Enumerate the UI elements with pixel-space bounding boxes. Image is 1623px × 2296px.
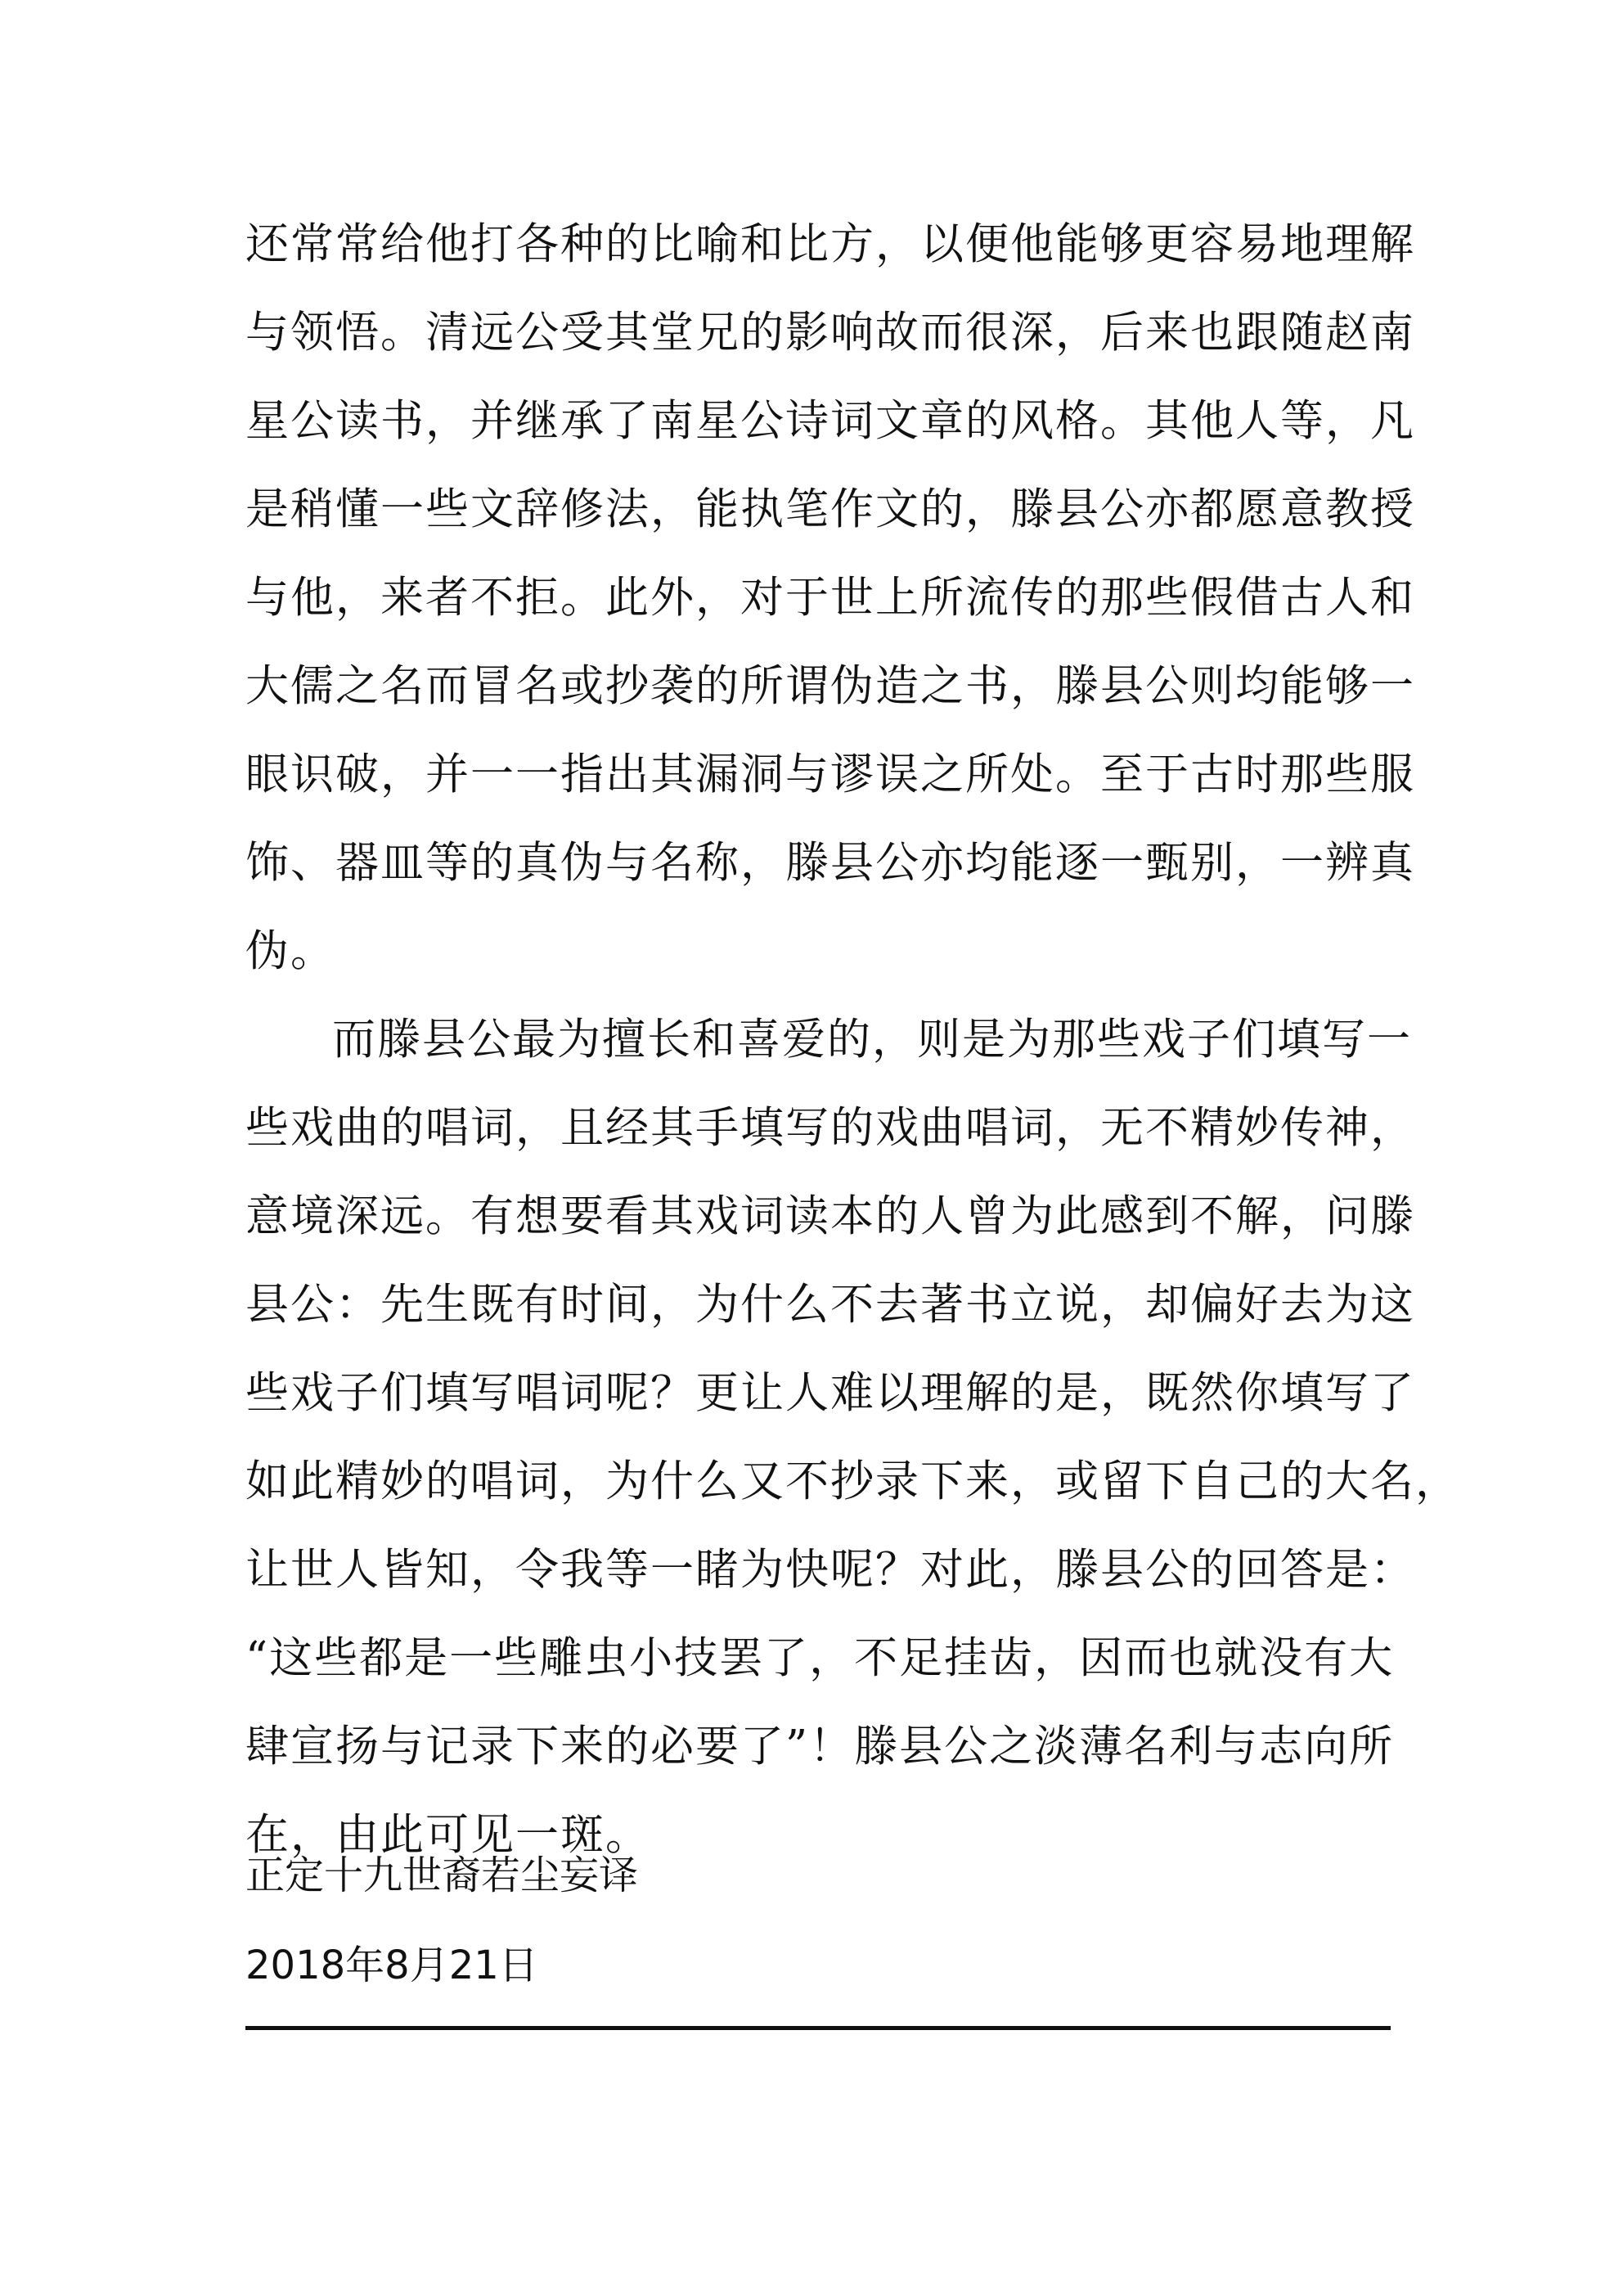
- horizontal-rule: [245, 2026, 1391, 2030]
- text-line: 眼识破，并一一指出其漏洞与谬误之所处。至于古时那些服: [245, 750, 1415, 799]
- text-line: 是稍懂一些文辞修法，能执笔作文的，滕县公亦都愿意教授: [245, 484, 1415, 534]
- body-text: [245, 200, 1460, 1880]
- text-line: 肆宣扬与记录下来的必要了”！滕县公之淡薄名利与志向所: [245, 1722, 1395, 1772]
- text-line: 伪。: [245, 926, 335, 976]
- text-line: 饰、器皿等的真伪与名称，滕县公亦均能逐一甄别，一辨真: [245, 838, 1415, 888]
- text-line: 与领悟。清远公受其堂兄的影响故而很深，后来也跟随赵南: [245, 308, 1415, 358]
- text-line: 意境深远。有想要看其戏词读本的人曾为此感到不解，问滕: [245, 1191, 1415, 1241]
- text-line: 而滕县公最为擅长和喜爱的，则是为那些戏子们填写一: [332, 1015, 1412, 1065]
- text-line: 让世人皆知，令我等一睹为快呢？对此，滕县公的回答是：: [245, 1545, 1415, 1595]
- signature-date: 2018年8月21日: [245, 1943, 538, 1988]
- text-line: 如此精妙的唱词，为什么又不抄录下来，或留下自己的大名，: [245, 1456, 1460, 1506]
- text-line: 大儒之名而冒名或抄袭的所谓伪造之书，滕县公则均能够一: [245, 661, 1415, 711]
- text-line: 县公：先生既有时间，为什么不去著书立说，却偏好去为这: [245, 1280, 1415, 1330]
- text-line: 与他，来者不拒。此外，对于世上所流传的那些假借古人和: [245, 573, 1415, 623]
- text-line: 在，由此可见一斑。: [245, 1810, 650, 1860]
- text-line: 还常常给他打各种的比喻和比方，以便他能够更容易地理解: [245, 219, 1415, 269]
- text-line: 些戏曲的唱词，且经其手填写的戏曲唱词，无不精妙传神，: [245, 1103, 1415, 1153]
- translator-signature: 正定十九世裔若尘妄译: [245, 1853, 639, 1898]
- text-line: “这些都是一些雕虫小技罢了，不足挂齿，因而也就没有大: [245, 1633, 1395, 1683]
- text-line: 星公读书，并继承了南星公诗词文章的风格。其他人等，凡: [245, 396, 1415, 446]
- text-line: 些戏子们填写唱词呢？更让人难以理解的是，既然你填写了: [245, 1368, 1415, 1418]
- paragraph-1: [245, 200, 1415, 996]
- paragraph-2: [245, 996, 1460, 1880]
